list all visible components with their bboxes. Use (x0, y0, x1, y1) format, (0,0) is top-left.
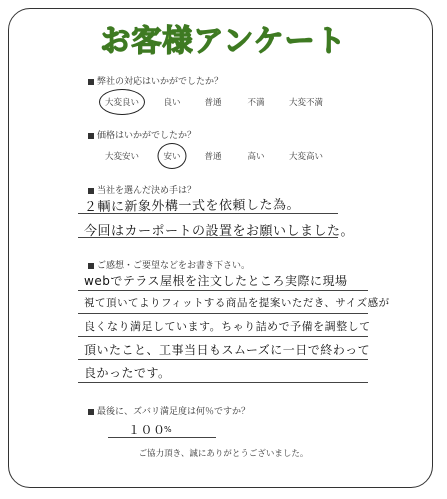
question-1 (88, 74, 223, 87)
q4-answer-line-5: 良かったです。 (84, 366, 171, 380)
q2-option-very-expensive[interactable]: 大変高い (288, 152, 324, 162)
answer-line (78, 290, 368, 291)
q2-option-expensive[interactable]: 高い (247, 152, 265, 162)
q3-answer-line-2: 今回はカーポートの設置をお願いしました。 (84, 224, 355, 239)
q5-answer-unit: % (164, 425, 173, 434)
q2-option-very-cheap[interactable]: 大変安い (104, 152, 140, 162)
bullet-square-icon (88, 188, 94, 194)
question-2 (88, 128, 196, 141)
q3-answer-line-1: ２輌に新象外構一式を依頼した為。 (83, 197, 301, 215)
thank-you-footer: ご協力頂き、誠にありがとうございました。 (138, 449, 309, 459)
q5-answer-value: １００ (128, 423, 166, 437)
q2-option-cheap[interactable]: 安い (163, 152, 181, 162)
question-2-label: 価格はいかがでしたか？ (97, 131, 197, 141)
q1-option-normal[interactable]: 普通 (204, 98, 222, 108)
q1-option-good[interactable]: 良い (163, 98, 181, 108)
q4-answer-line-4: 頂いたこと、工事当日もスムーズに一日で終わって (84, 343, 371, 357)
q2-option-normal[interactable]: 普通 (204, 152, 222, 162)
question-4-label: ご感想・ご要望などをお書き下さい。 (97, 261, 251, 271)
q4-answer-line-3: 良くなり満足しています。ちゃり詰めで予備を調整して (84, 320, 371, 333)
answer-line (78, 336, 368, 337)
question-5-label: 最後に、ズバリ満足度は何％ですか？ (97, 407, 251, 417)
answer-line (78, 359, 368, 360)
question-5 (88, 404, 250, 417)
answer-line (78, 313, 368, 314)
question-3-label: 当社を選んだ決め手は？ (97, 186, 197, 196)
question-4 (88, 258, 250, 271)
question-1-label: 弊社の対応はいかがでしたか？ (97, 77, 224, 87)
q1-option-very-good[interactable]: 大変良い (104, 98, 140, 108)
bullet-square-icon (88, 263, 94, 269)
bullet-square-icon (88, 409, 94, 415)
q4-answer-line-2: 視て頂いてよりフィットする商品を提案いただき、サイズ感が (84, 297, 390, 309)
answer-line (78, 382, 368, 383)
q1-option-very-dissatisfied[interactable]: 大変不満 (288, 98, 324, 108)
q4-answer-line-1: webでテラス屋根を注文したところ実際に現場 (84, 274, 348, 288)
q1-option-dissatisfied[interactable]: 不満 (247, 98, 265, 108)
survey-title: お客様アンケート (100, 24, 347, 59)
bullet-square-icon (88, 133, 94, 139)
bullet-square-icon (88, 79, 94, 85)
